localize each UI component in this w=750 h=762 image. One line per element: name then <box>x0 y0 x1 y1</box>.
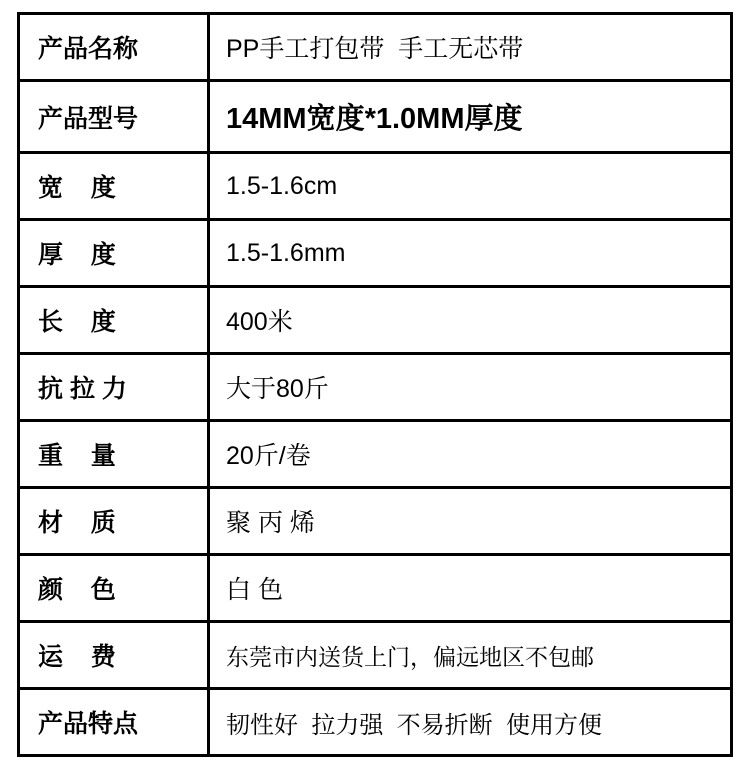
spec-label: 运 费 <box>19 622 209 689</box>
table-row <box>19 153 732 220</box>
spec-table-body <box>19 14 732 756</box>
product-spec-table <box>17 12 733 757</box>
spec-label: 材 质 <box>19 488 209 555</box>
spec-value: 聚 丙 烯 <box>209 488 732 555</box>
table-row <box>19 220 732 287</box>
spec-label: 宽 度 <box>19 153 209 220</box>
spec-value: 东莞市内送货上门，偏远地区不包邮 <box>209 622 732 689</box>
spec-value: 14MM宽度*1.0MM厚度 <box>209 81 732 153</box>
spec-label: 产品型号 <box>19 81 209 153</box>
spec-label: 长 度 <box>19 287 209 354</box>
spec-value: 韧性好 拉力强 不易折断 使用方便 <box>209 689 732 756</box>
spec-value: 20斤/卷 <box>209 421 732 488</box>
spec-label: 抗 拉 力 <box>19 354 209 421</box>
table-row <box>19 81 732 153</box>
table-row <box>19 14 732 81</box>
table-row <box>19 622 732 689</box>
spec-label: 产品特点 <box>19 689 209 756</box>
spec-value: PP手工打包带 手工无芯带 <box>209 14 732 81</box>
spec-value: 1.5-1.6mm <box>209 220 732 287</box>
table-row <box>19 488 732 555</box>
spec-label: 产品名称 <box>19 14 209 81</box>
spec-label: 颜 色 <box>19 555 209 622</box>
spec-value: 白 色 <box>209 555 732 622</box>
table-row <box>19 354 732 421</box>
table-row <box>19 421 732 488</box>
table-row <box>19 689 732 756</box>
spec-label: 重 量 <box>19 421 209 488</box>
spec-value: 400米 <box>209 287 732 354</box>
table-row <box>19 287 732 354</box>
spec-value: 大于80斤 <box>209 354 732 421</box>
spec-label: 厚 度 <box>19 220 209 287</box>
table-row <box>19 555 732 622</box>
spec-value: 1.5-1.6cm <box>209 153 732 220</box>
